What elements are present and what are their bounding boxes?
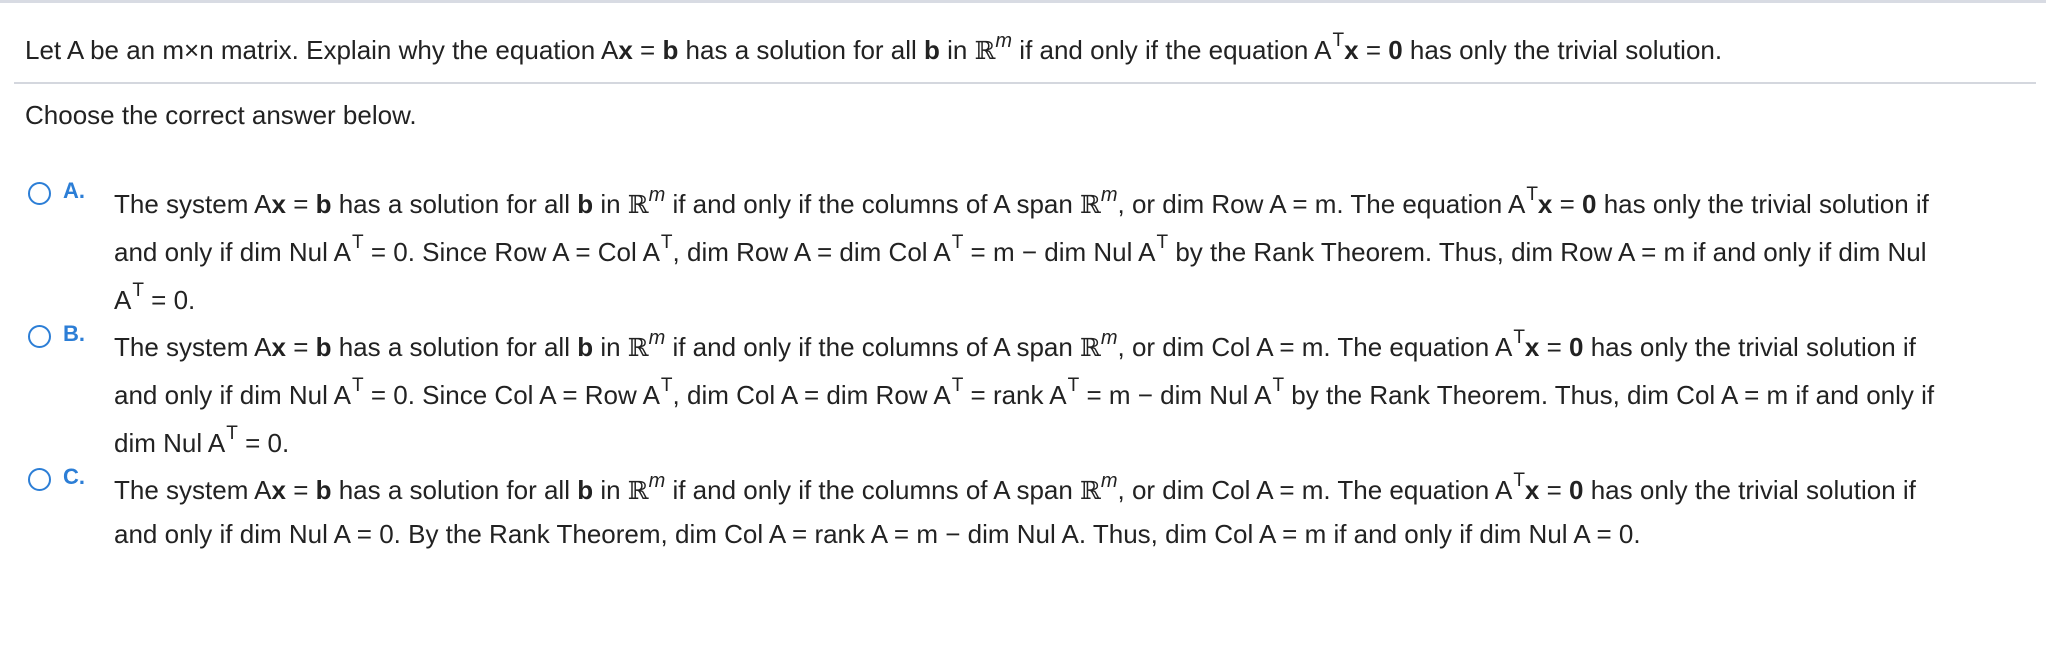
question-text: Let A be an m×n matrix. Explain why the equation Ax = b has a solution for all b in ℝ$^m$ if and only if the equation $A^Tx = 0$ has only the trivial solution. — [25, 30, 1723, 65]
option-c-letter: C. — [63, 464, 85, 489]
divider — [14, 82, 2036, 84]
option-c-radio[interactable] — [28, 468, 51, 491]
instruction-text: Choose the correct answer below. — [25, 100, 417, 130]
top-border — [0, 0, 2046, 3]
option-b-radio[interactable] — [28, 325, 51, 348]
option-c-text: The system Ax = b has a solution for all b in ℝ$^m$ if and only if the columns of A span ℝ$^m$, or dim Col A = m. The equation $A^Tx = 0$ has only the trivial solution if and only if dim Nul A = 0. By the Rank Theorem, dim Col A = rank A = m − dim Nul A. Thus, dim Col A = m if and only if dim Nul A = 0. — [114, 470, 1916, 549]
option-b-letter: B. — [63, 321, 85, 346]
option-a-radio[interactable] — [28, 182, 51, 205]
option-b-text: The system Ax = b has a solution for all b in ℝ$^m$ if and only if the columns of A span ℝ$^m$, or dim Col A = m. The equation $A^Tx = 0$ has only the trivial solution if and only if dim Nul $A^T = 0$. Since Col A = Row $A^T$, dim Col A = dim Row $A^T$ = rank $A^T = m$ − dim Nul $A^T$ by the Rank Theorem. Thus, dim Col A = m if and only if dim Nul $A^T = 0$. — [114, 327, 1935, 458]
option-a-letter: A. — [63, 178, 85, 203]
option-a-text: The system Ax = b has a solution for all b in ℝ$^m$ if and only if the columns of A span ℝ$^m$, or dim Row A = m. The equation $A^Tx = 0$ has only the trivial solution if and only if dim Nul $A^T = 0$. Since Row A = Col $A^T$, dim Row A = dim Col $A^T = m$ − dim Nul $A^T$ by the Rank Theorem. Thus, dim Row A = m if and only if dim Nul $A^T = 0$. — [114, 184, 1929, 315]
